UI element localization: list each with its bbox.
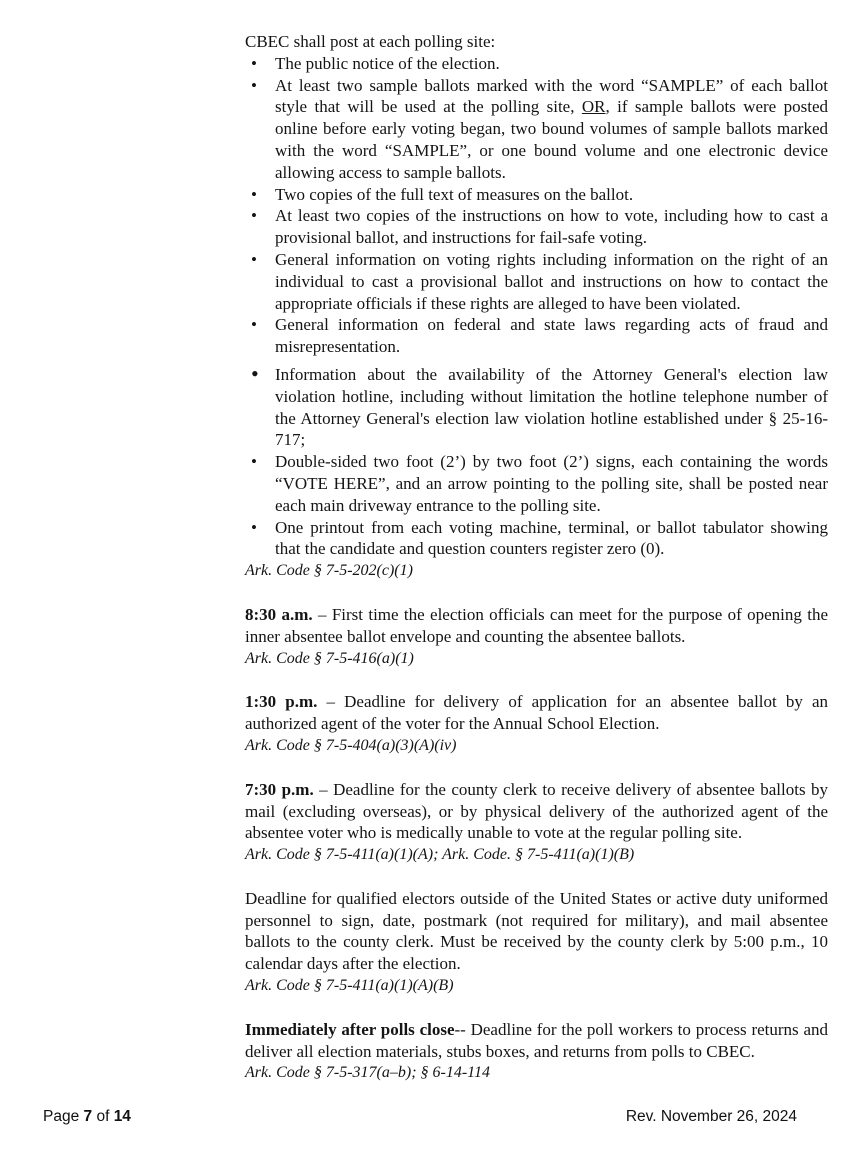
page-number-indicator xyxy=(43,1108,131,1126)
page-total: 14 xyxy=(113,1108,131,1125)
section-body-text: -- Deadline for the poll workers to process returns and deliver all election materials, stubs boxes, and returns from polls to CBEC. xyxy=(245,1019,828,1061)
underlined-text: OR xyxy=(581,97,606,117)
section-lead: Immediately after polls close xyxy=(245,1019,455,1039)
bullet-text: General information on voting rights including information on the right of an individual to cast a provisional ballot and instructions on how to contact the appropriate officials if these rights are alleged to have been violated. xyxy=(275,249,828,313)
intro-line: CBEC shall post at each polling site: xyxy=(245,32,496,51)
legal-citation: Ark. Code § 7-5-317(a–b); § 6-14-114 xyxy=(245,1064,490,1082)
legal-citation: Ark. Code § 7-5-411(a)(1)(A); Ark. Code. § 7-5-411(a)(1)(B) xyxy=(245,846,635,864)
section-text xyxy=(245,1019,828,1063)
bullet-text: Two copies of the full text of measures on the ballot. xyxy=(275,184,634,204)
bullet-item xyxy=(245,205,828,249)
bullet-item xyxy=(245,184,828,206)
deadline-section xyxy=(245,691,828,756)
bullet-item xyxy=(245,53,828,75)
bullet-text: The public notice of the election. xyxy=(275,53,500,73)
bullet-text: Double-sided two foot (2’) by two foot (2’) signs, each containing the words “VOTE HERE”, and an arrow pointing to the polling site, shall be posted near each main driveway entrance to the polling site. xyxy=(275,452,828,515)
page-footer xyxy=(43,1108,797,1126)
section-text xyxy=(245,888,828,975)
page-number: 7 xyxy=(83,1108,93,1125)
bullet-text: At least two copies of the instructions on how to vote, including how to cast a provisional ballot, and instructions for fail-safe voting. xyxy=(275,206,828,248)
bullet-item xyxy=(245,517,828,561)
bullet-text: Information about the availability of the Attorney General's election law violation hotline, including without limitation the hotline telephone number of the Attorney General's election law violation hotline established under § 25-16-717; xyxy=(275,364,828,450)
of-word: of xyxy=(92,1108,114,1125)
section-body-text: – Deadline for delivery of application for an absentee ballot by an authorized agent of the voter for the Annual School Election. xyxy=(245,692,829,734)
section-text xyxy=(245,779,828,844)
deadline-section xyxy=(245,1019,828,1084)
bullet-item xyxy=(245,75,828,184)
bullet-item xyxy=(245,451,828,516)
bullet-text: General information on federal and state laws regarding acts of fraud and misrepresentation. xyxy=(275,315,828,357)
legal-citation: Ark. Code § 7-5-411(a)(1)(A)(B) xyxy=(245,977,454,995)
document-content xyxy=(245,31,828,1084)
bullet-item xyxy=(245,249,828,314)
legal-citation: Ark. Code § 7-5-416(a)(1) xyxy=(245,649,414,667)
section-body-text: – Deadline for the county clerk to receive delivery of absentee ballots by mail (excluding overseas), or by physical delivery of the authorized agent of the absentee voter who is medically unable to vote at the regular polling site. xyxy=(245,779,828,843)
bullet-text: At least two sample ballots marked with the word “SAMPLE” of each ballot style that will be used at the polling site, xyxy=(275,75,828,117)
revision-date: Rev. November 26, 2024 xyxy=(625,1108,797,1125)
legal-citation: Ark. Code § 7-5-202(c)(1) xyxy=(245,562,413,580)
bullet-text: , if sample ballots were posted online before early voting began, two bound volumes of sample ballots marked with the word “SAMPLE”, or one bound volume and one electronic device allowing access to sample ballots. xyxy=(275,97,829,182)
section-body-text: – First time the election officials can meet for the purpose of opening the inner absentee ballot envelope and counting the absentee ballots. xyxy=(245,604,828,646)
legal-citation: Ark. Code § 7-5-404(a)(3)(A)(iv) xyxy=(245,736,457,754)
deadline-sections xyxy=(245,604,828,1084)
section-lead: 1:30 p.m. xyxy=(245,692,318,712)
page-word: Page xyxy=(43,1108,84,1125)
section-lead: 8:30 a.m. xyxy=(245,604,313,624)
section-text xyxy=(245,691,828,735)
section-text xyxy=(245,604,828,648)
deadline-section xyxy=(245,888,828,997)
deadline-section xyxy=(245,779,828,866)
bullet-text: One printout from each voting machine, terminal, or ballot tabulator showing that the candidate and question counters register zero (0). xyxy=(275,517,828,559)
deadline-section xyxy=(245,604,828,669)
bullet-item xyxy=(245,364,828,451)
section-lead: 7:30 p.m. xyxy=(245,779,314,799)
section-body-text: Deadline for qualified electors outside of the United States or active duty uniformed personnel to sign, date, postmark (not required for military), and mail absentee ballots to the county clerk. Must be received by the county clerk by 5:00 p.m., 10 calendar days after the election. xyxy=(245,888,828,974)
bullet-item xyxy=(245,314,828,358)
bullet-list xyxy=(245,53,828,560)
